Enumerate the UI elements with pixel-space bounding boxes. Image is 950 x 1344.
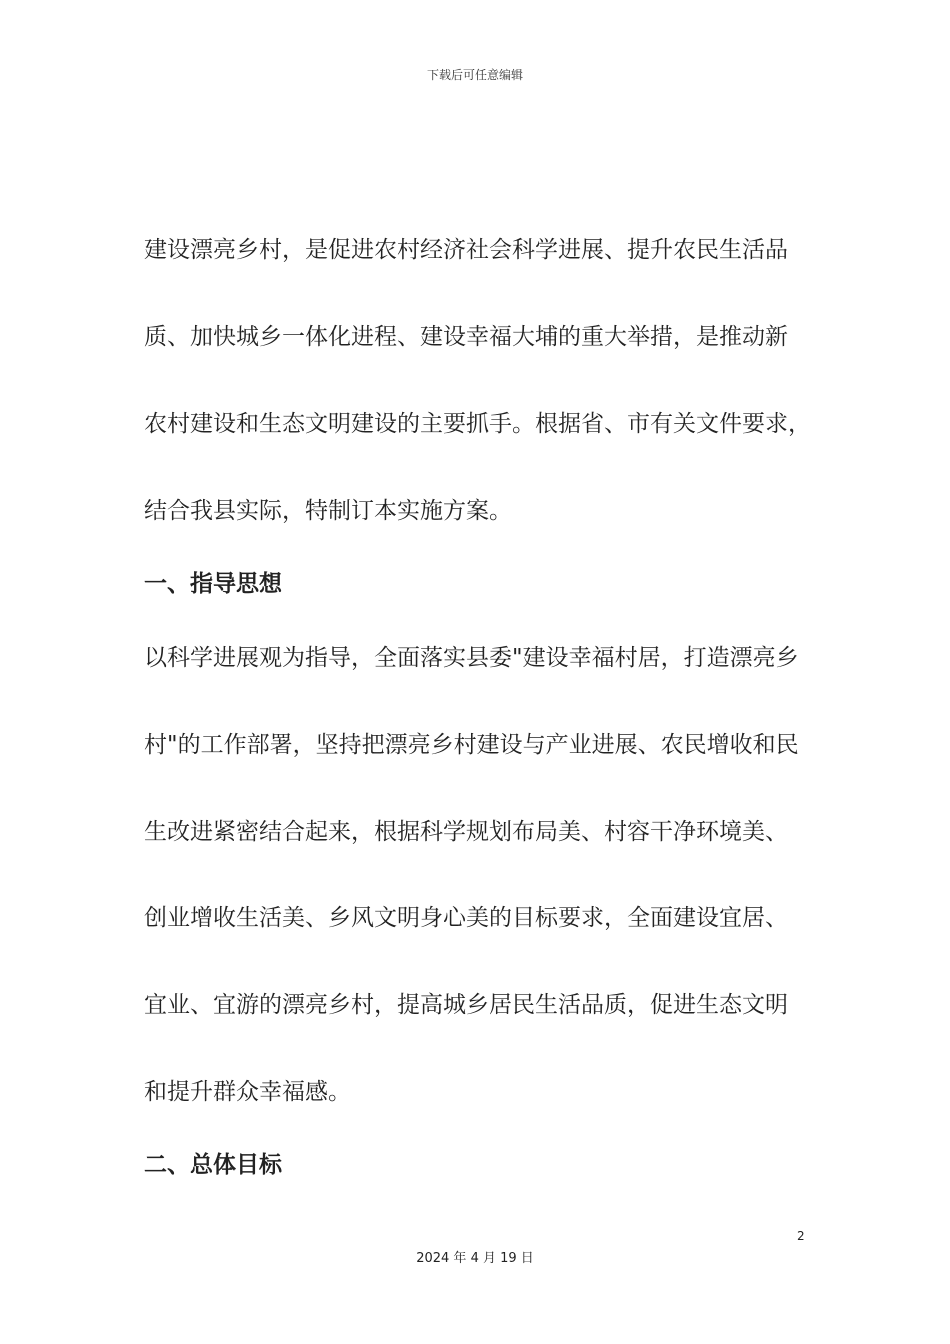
header-note: 下载后可任意编辑 <box>426 68 523 82</box>
intro-line-2: 质、加快城乡一体化进程、建设幸福大埔的重大举措，是推动新 <box>144 324 788 350</box>
guiding-line-6: 和提升群众幸福感。 <box>144 1079 351 1105</box>
intro-line-4: 结合我县实际，特制订本实施方案。 <box>144 498 512 524</box>
footer-date: 2024 年 4 月 19 日 <box>416 1251 534 1266</box>
section-heading-goals: 二、总体目标 <box>144 1152 282 1178</box>
guiding-line-2: 村"的工作部署，坚持把漂亮乡村建设与产业进展、农民增收和民 <box>144 732 799 758</box>
guiding-line-4: 创业增收生活美、乡风文明身心美的目标要求，全面建设宜居、 <box>144 905 788 931</box>
guiding-line-5: 宜业、宜游的漂亮乡村，提高城乡居民生活品质，促进生态文明 <box>144 992 788 1018</box>
guiding-line-1: 以科学进展观为指导，全面落实县委"建设幸福村居，打造漂亮乡 <box>144 645 799 671</box>
guiding-line-3: 生改进紧密结合起来，根据科学规划布局美、村容干净环境美、 <box>144 819 788 845</box>
intro-line-3: 农村建设和生态文明建设的主要抓手。根据省、市有关文件要求， <box>144 411 811 437</box>
intro-line-1: 建设漂亮乡村，是促进农村经济社会科学进展、提升农民生活品 <box>144 237 788 263</box>
page-number: 2 <box>797 1229 805 1243</box>
section-heading-guiding: 一、指导思想 <box>144 571 282 597</box>
